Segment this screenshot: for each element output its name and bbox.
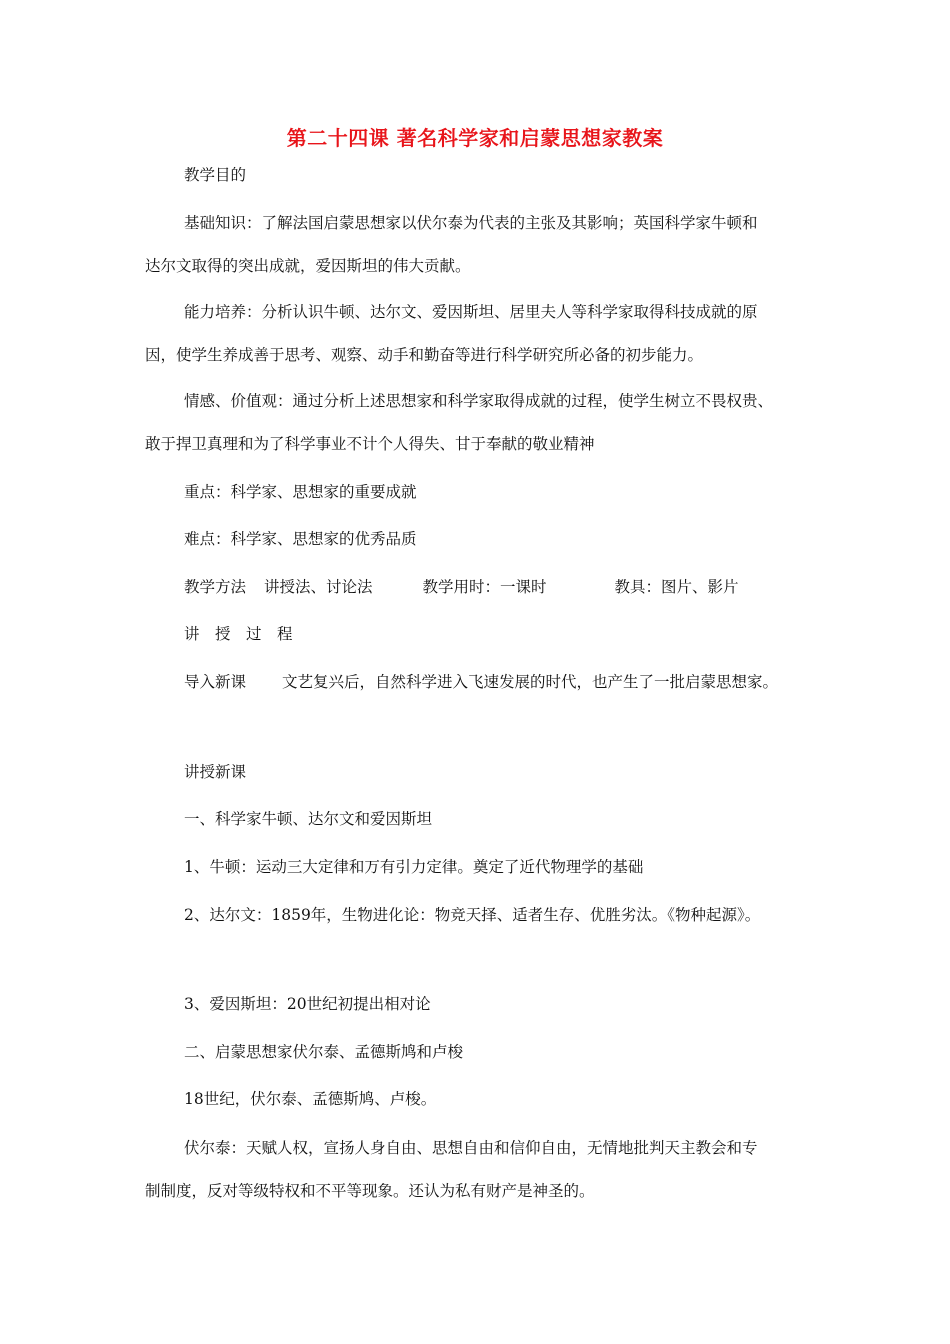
heading-scientists: 一、科学家牛顿、达尔文和爱因斯坦	[184, 810, 433, 828]
key-point: 重点：科学家、思想家的重要成就	[184, 483, 417, 501]
teaching-time: 教学用时：一课时	[422, 578, 547, 596]
page-title: 第二十四课 著名科学家和启蒙思想家教案	[286, 126, 664, 150]
paragraph-values: 情感、价值观：通过分析上述思想家和科学家取得成就的过程，使学生树立不畏权贵、	[184, 392, 774, 410]
paragraph-voltaire-cont: 制制度，反对等级特权和不平等现象。还认为私有财产是神圣的。	[145, 1182, 595, 1200]
paragraph-basic-knowledge: 基础知识：了解法国启蒙思想家以伏尔泰为代表的主张及其影响；英国科学家牛顿和	[184, 214, 758, 232]
paragraph-values-cont: 敢于捍卫真理和为了科学事业不计个人得失、甘于奉献的敬业精神	[145, 435, 595, 453]
heading-enlightenment: 二、启蒙思想家伏尔泰、孟德斯鸠和卢梭	[184, 1043, 464, 1061]
paragraph-voltaire: 伏尔泰：天赋人权，宣扬人身自由、思想自由和信仰自由，无情地批判天主教会和专	[184, 1139, 758, 1157]
teaching-method-label: 教学方法	[184, 578, 247, 596]
section-heading-process: 讲 授 过 程	[184, 625, 293, 643]
introduction-text: 文艺复兴后，自然科学进入飞速发展的时代，也产生了一批启蒙思想家。	[282, 673, 779, 691]
section-heading-objectives: 教学目的	[184, 166, 247, 184]
item-newton: 1、牛顿：运动三大定律和万有引力定律。奠定了近代物理学的基础	[184, 858, 644, 876]
item-darwin: 2、达尔文：1859年，生物进化论：物竞天择、适者生存、优胜劣汰。《物种起源》。	[184, 906, 761, 924]
section-heading-new-lesson: 讲授新课	[184, 763, 247, 781]
paragraph-ability-cont: 因，使学生养成善于思考、观察、动手和勤奋等进行科学研究所必备的初步能力。	[145, 346, 704, 364]
item-18th-century: 18世纪，伏尔泰、孟德斯鸠、卢梭。	[184, 1090, 437, 1108]
teaching-tools: 教具：图片、影片	[614, 578, 739, 596]
difficult-point: 难点：科学家、思想家的优秀品质	[184, 530, 417, 548]
item-einstein: 3、爱因斯坦：20世纪初提出相对论	[184, 995, 431, 1013]
introduction-label: 导入新课	[184, 673, 247, 691]
paragraph-ability: 能力培养：分析认识牛顿、达尔文、爱因斯坦、居里夫人等科学家取得科技成就的原	[184, 303, 758, 321]
introduction-row	[184, 670, 778, 692]
paragraph-basic-knowledge-cont: 达尔文取得的突出成就，爱因斯坦的伟大贡献。	[145, 257, 471, 275]
teaching-info-row	[184, 575, 739, 597]
teaching-method-value: 讲授法、讨论法	[264, 578, 373, 596]
